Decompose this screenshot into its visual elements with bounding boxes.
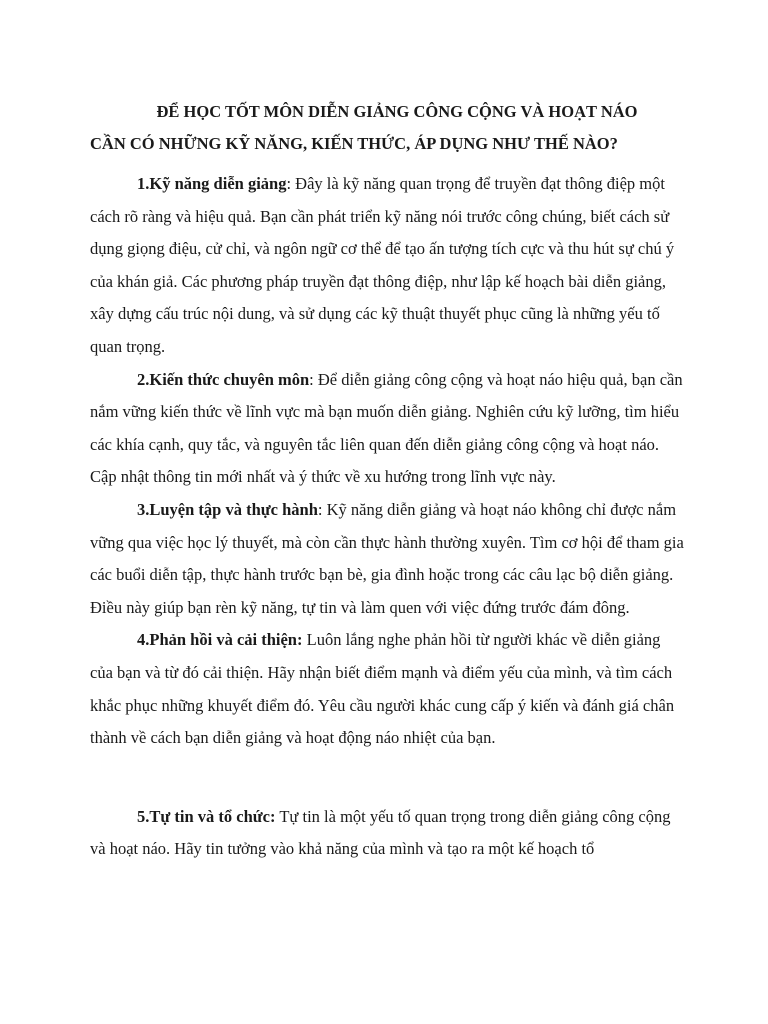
section-1-paragraph [90, 168, 684, 364]
section-3-body: : Kỹ năng diễn giảng và hoạt náo không chỉ được nắm vững qua việc học lý thuyết, mà còn cần thực hành thường xuyên. Tìm cơ hội để tham gia các buổi diễn tập, thực hành trước bạn bè, gia đình hoặc trong các câu lạc bộ diễn giảng. Điều này giúp bạn rèn kỹ năng, tự tin và làm quen với việc đứng trước đám đông. [90, 499, 684, 617]
section-1-body: : Đây là kỹ năng quan trọng để truyền đạt thông điệp một cách rõ ràng và hiệu quả. Bạn cần phát triển kỹ năng nói trước công chúng, biết cách sử dụng giọng điệu, cử chỉ, và ngôn ngữ cơ thể để tạo ấn tượng tích cực và thu hút sự chú ý của khán giả. Các phương pháp truyền đạt thông điệp, như lập kế hoạch bài diễn giảng, xây dựng cấu trúc nội dung, và sử dụng các kỹ thuật thuyết phục cũng là những yếu tố quan trọng. [90, 174, 675, 356]
section-4-heading: 4.Phản hồi và cải thiện: [137, 630, 303, 650]
section-3-heading: 3.Luyện tập và thực hành [137, 499, 318, 519]
section-4-paragraph [90, 624, 684, 754]
title-line-1: ĐỂ HỌC TỐT MÔN DIỄN GIẢNG CÔNG CỘNG VÀ HOẠT NÁO [156, 102, 638, 121]
section-5-heading: 5.Tự tin và tổ chức: [137, 806, 276, 826]
section-2-paragraph [90, 364, 684, 494]
section-5-body: Tự tin là một yếu tố quan trọng trong diễn giảng công cộng và hoạt náo. Hãy tin tưởng vào khả năng của mình và tạo ra một kế hoạch tổ [90, 806, 671, 859]
section-5-paragraph [90, 801, 684, 866]
section-2-heading: 2.Kiến thức chuyên môn [137, 369, 310, 389]
title-line-2: CẦN CÓ NHỮNG KỸ NĂNG, KIẾN THỨC, ÁP DỤNG NHƯ THẾ NÀO? [90, 134, 618, 153]
section-4-body: Luôn lắng nghe phản hồi từ người khác về diễn giảng của bạn và từ đó cải thiện. Hãy nhận biết điểm mạnh và điểm yếu của mình, và tìm cách khắc phục những khuyết điểm đó. Yêu cầu người khác cung cấp ý kiến và đánh giá chân thành về cách bạn diễn giảng và hoạt động náo nhiệt của bạn. [90, 630, 675, 748]
document-title [90, 96, 684, 160]
document-page [90, 96, 684, 866]
section-3-paragraph [90, 494, 684, 624]
section-2-body: : Để diễn giảng công cộng và hoạt náo hiệu quả, bạn cần nắm vững kiến thức về lĩnh vực mà bạn muốn diễn giảng. Nghiên cứu kỹ lưỡng, tìm hiểu các khía cạnh, quy tắc, và nguyên tắc liên quan đến diễn giảng công cộng và hoạt náo. Cập nhật thông tin mới nhất và ý thức về xu hướng trong lĩnh vực này. [90, 369, 683, 487]
section-1-heading: 1.Kỹ năng diễn giảng [137, 174, 287, 193]
